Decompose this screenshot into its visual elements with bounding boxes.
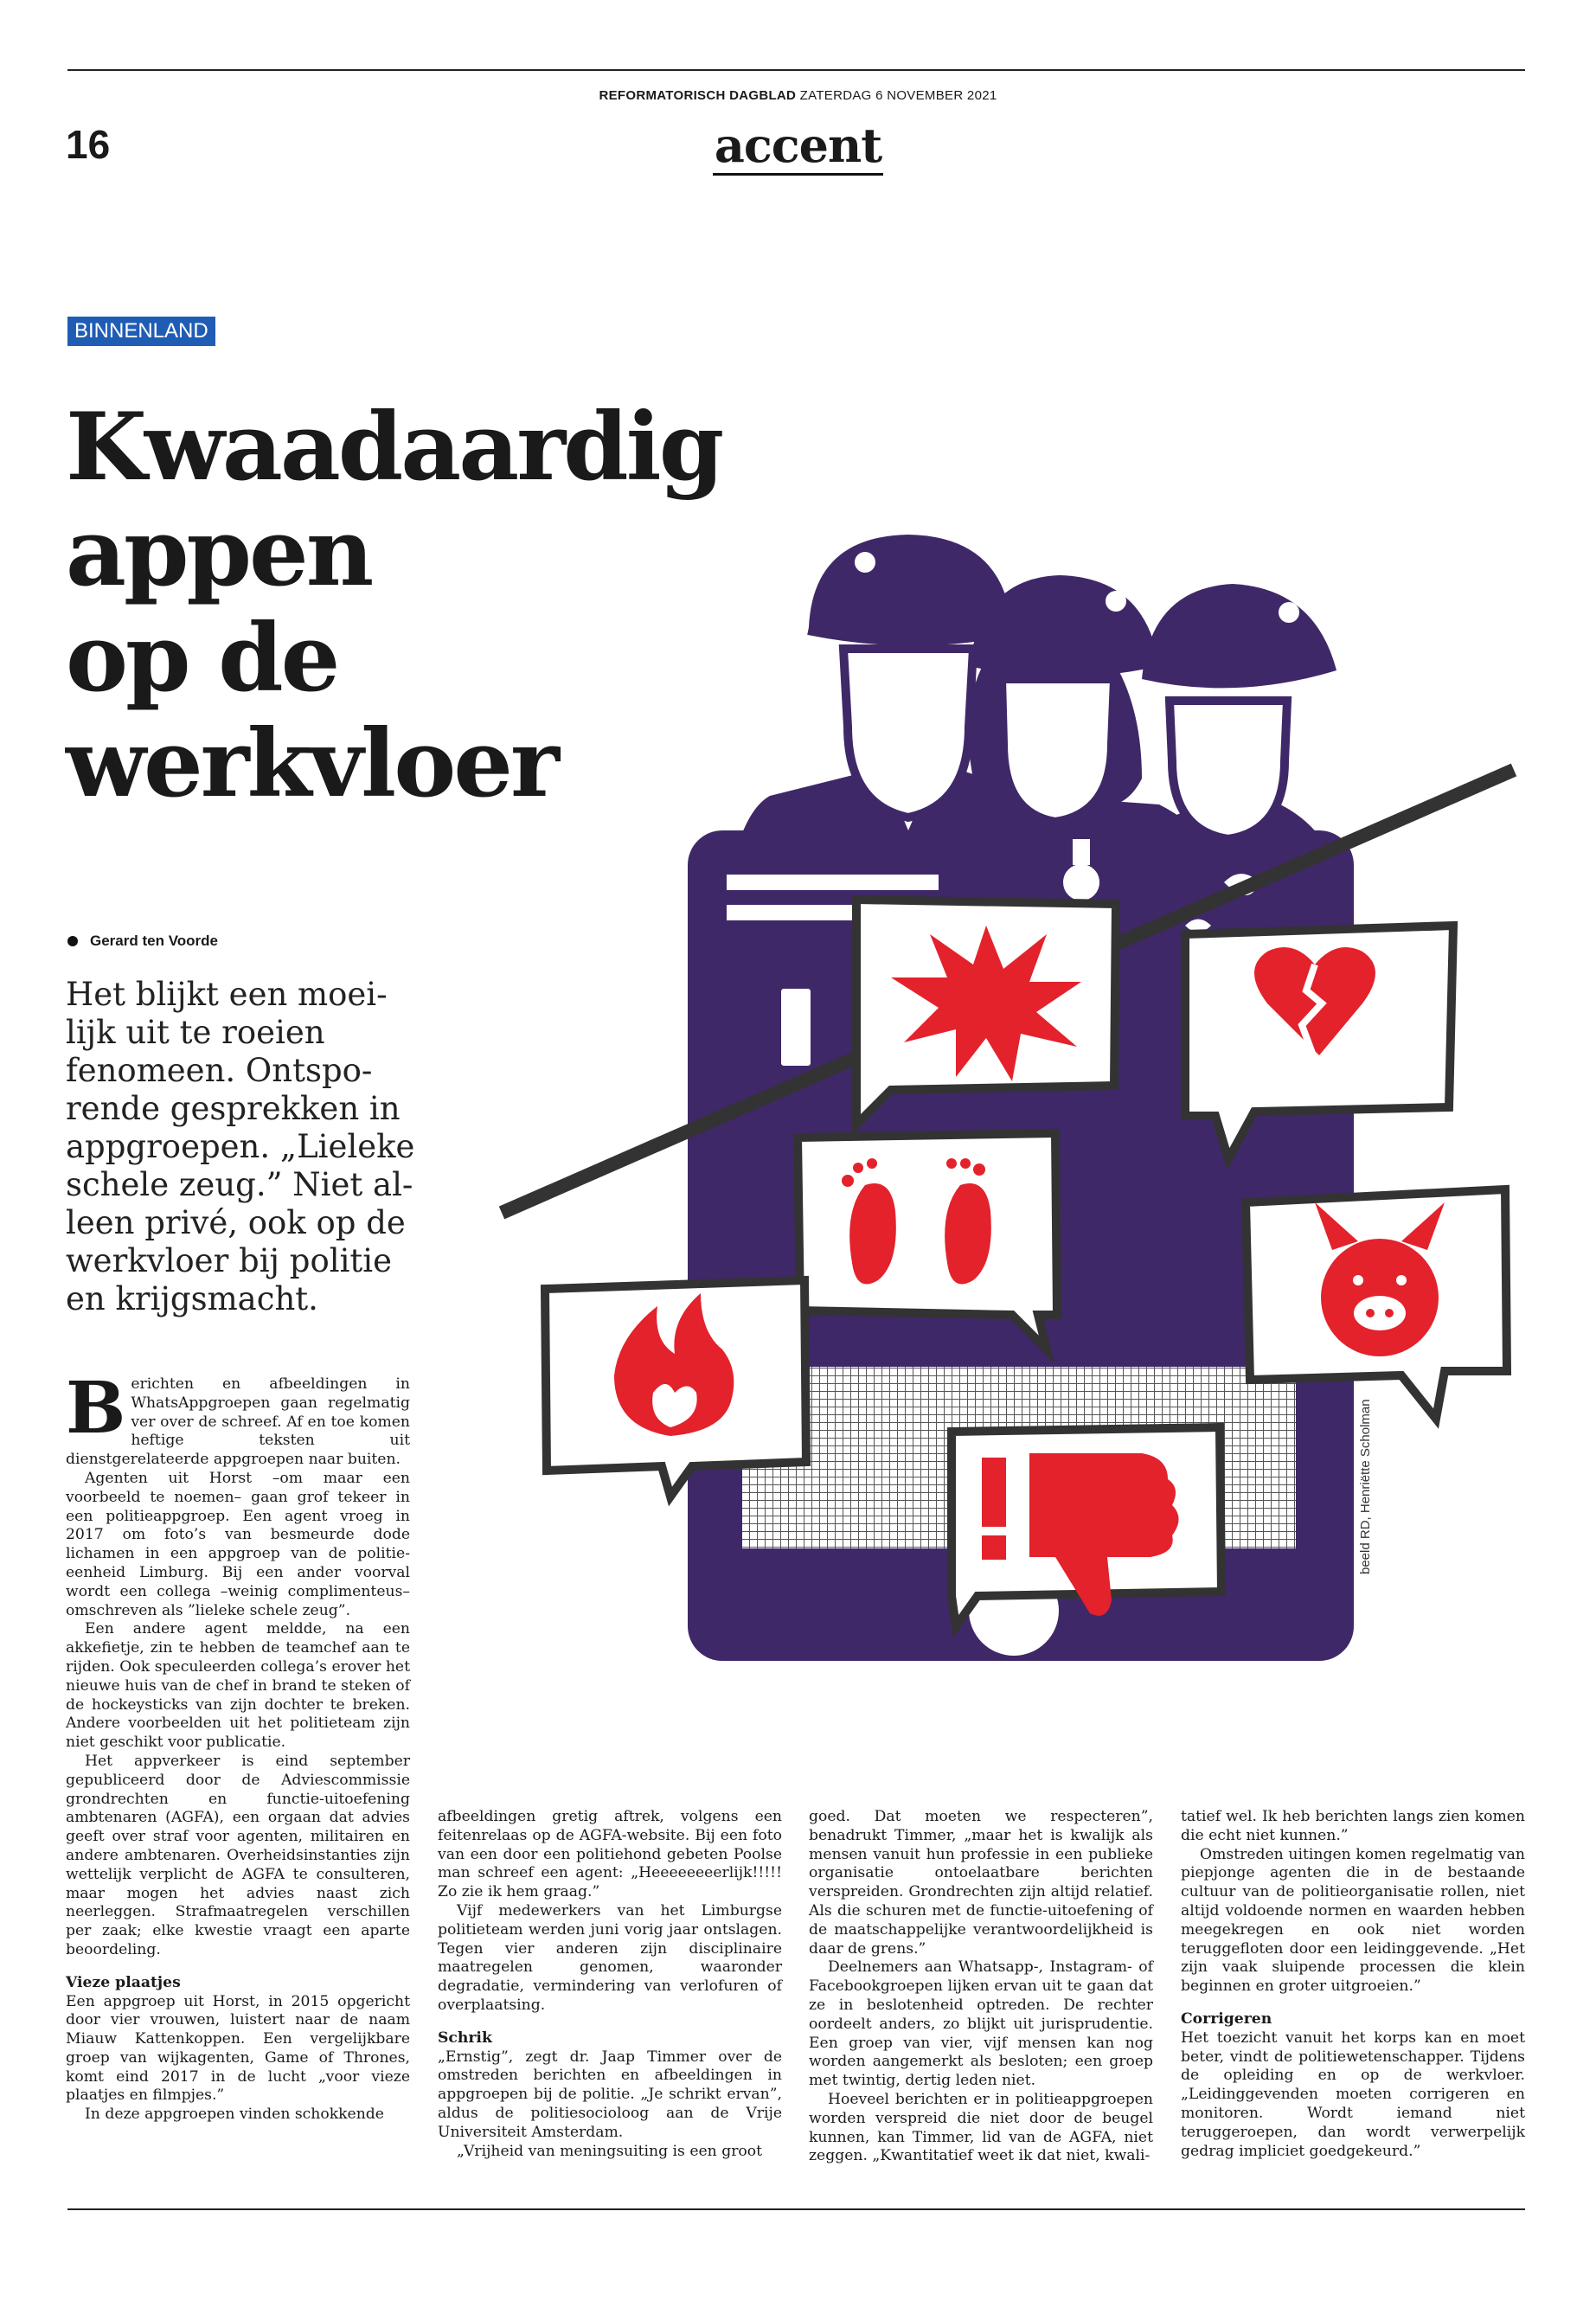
drop-cap: B: [66, 1367, 126, 1450]
paragraph: „Ernstig”, zegt dr. Jaap Timmer over de omstreden berichten en afbeeldingen in appgroepen bij de politie. „Je schrikt ervan”, aldus de politiesocioloog aan de Vrije Universiteit Amsterdam.: [438, 2048, 782, 2141]
paragraph: „Vrijheid van meningsuiting is een groot: [457, 2142, 763, 2160]
intro-line: fenomeen. Ontspo-: [66, 1052, 373, 1089]
intro-line: leen privé, ook op de: [66, 1204, 406, 1241]
article-column-1: [66, 1367, 410, 2125]
intro-line: werkvloer bij politie: [66, 1242, 393, 1279]
headline-line: werkvloer: [66, 709, 557, 818]
subheading: Schrik: [438, 2029, 492, 2047]
headline-line: Kwaadaardig: [66, 393, 722, 502]
masthead-date: ZATERDAG 6 NOVEMBER 2021: [799, 88, 997, 103]
intro-line: appgroepen. „Lieleke: [66, 1128, 415, 1165]
subheading: Vieze plaatjes: [66, 1973, 181, 1991]
headline-line: op de: [66, 604, 338, 713]
paragraph: Omstreden uitingen komen regelmatig van piepjonge agenten die in de bestaande cultuur van de politieorganisatie rollen, niet altijd voldoende normen en waarden hebben meegekregen en ook niet worden teruggefloten door een leidinggevende. „Het zijn vaak sluipende processen die klein beginnen en groter uitgroeien.”: [1181, 1845, 1525, 1996]
paragraph: Een andere agent meldde, na een akkefietje, zin te hebben de teamchef aan te rijden. Ook speculeerden collega’s erover het nieuwe huis van de chef in brand te steken of de hockeysticks van zijn dochter te breken. Andere voorbeelden uit het politieteam zijn niet geschikt voor publicatie.: [66, 1620, 410, 1752]
paragraph: goed. Dat moeten we respecteren”, benadrukt Timmer, „maar het is kwalijk als mensen vanuit hun professie in een publieke organisatie ontoelaatbare berichten verspreiden. Grondrechten zijn altijd relatief. Als die schuren met de functie-uitoefening of de maatschappelijke verantwoordelijkheid is daar de grens.”: [809, 1808, 1153, 1958]
section-title: accent: [0, 118, 1596, 173]
paragraph: In deze appgroepen vinden schokkende: [85, 2106, 384, 2124]
paragraph: Agenten uit Horst –om maar een voorbeeld te noemen– gaan grof tekeer in een politieappgroep. Een agent vroeg in 2017 om foto’s van besmeurde dode lichamen in een appgroep van de politie-eenheid Limburg. Bij een ander voorval wordt een collega –weinig complimenteus– omschreven als ”lieleke schele zeug”.: [66, 1469, 410, 1619]
paragraph: Het toezicht vanuit het korps kan en moet beter, vindt de politiewetenschapper. Tijdens de opleiding en op de werkvloer. „Leidinggevenden moeten corrigeren en monitoren. Wordt iemand niet teruggeroepen, dan wordt verwerpelijk gedrag impliciet goedgekeurd.”: [1181, 2029, 1525, 2160]
headline-line: appen: [66, 498, 372, 607]
paragraph: Een appgroep uit Horst, in 2015 opgericht door vier vrouwen, luistert naar de naam Miauw Kattenkoppen. Een vergelijkbare groep van wijkagenten, Game of Thrones, komt eind 2017 in de lucht „voor vieze plaatjes en filmpjes.”: [66, 1992, 410, 2105]
top-rule: [67, 69, 1525, 71]
illustration: [484, 519, 1531, 1678]
image-credit: beeld RD, Henriëtte Scholman: [1358, 1399, 1373, 1574]
intro-line: rende gesprekken in: [66, 1090, 401, 1127]
paragraph: Het appverkeer is eind september gepubliceerd door de Adviescommissie grondrechten en functie-uitoefening ambtenaren (AGFA), een orgaan dat advies geeft over straf voor agenten, militairen en andere ambtenaren. Overheidsinstanties zijn wettelijk verplicht de AGFA te consulteren, maar mogen het advies naast zich neerleggen. Strafmaatregelen verschillen per zaak; elke kwestie vraagt een aparte beoordeling.: [66, 1752, 410, 1958]
kicker-label: BINNENLAND: [67, 317, 215, 346]
bottom-rule: [67, 2208, 1525, 2210]
intro-line: en krijgsmacht.: [66, 1280, 318, 1317]
paragraph: Vijf medewerkers van het Limburgse politieteam werden juni vorig jaar ontslagen. Tegen vier anderen zijn disciplinaire maatregelen genomen, waaronder degradatie, vermindering van verlofuren of overplaatsing.: [438, 1901, 782, 2014]
fire-bubble-icon: [545, 1280, 806, 1497]
paragraph: tatief wel. Ik heb berichten langs zien komen die echt niet kunnen.”: [1181, 1808, 1525, 1844]
subheading: Corrigeren: [1181, 2009, 1272, 2028]
article-column-2: [438, 1808, 782, 2161]
intro-line: Het blijkt een moei-: [66, 976, 388, 1013]
intro-text: [66, 976, 429, 1318]
article-column-4: [1181, 1808, 1525, 2161]
masthead-paper: REFORMATORISCH DAGBLAD: [599, 88, 797, 103]
article-column-3: [809, 1808, 1153, 2166]
paragraph: Hoeveel berichten er in politieappgroepen worden verspreid die niet door de beugel kunnen, kan Timmer, lid van de AGFA, niet zeggen. „Kwantitatief weet ik dat niet, kwali-: [809, 2090, 1153, 2165]
paragraph: afbeeldingen gretig aftrek, volgens een feitenrelaas op de AGFA-website. Bij een foto van een door een politiehond gebeten Poolse man schreef een agent: „Heeeeeeeerlijk!!!!! Zo zie ik hem graag.”: [438, 1808, 782, 1901]
intro-line: lijk uit te roeien: [66, 1014, 325, 1051]
lead-paragraph: Berichten en afbeeldingen in WhatsAppgroepen gaan regelmatig ver over de schreef. Af en toe komen heftige teksten uit dienstgerelateerde appgroepen naar buiten.: [66, 1367, 410, 1469]
intro-line: schele zeug.” Niet al-: [66, 1166, 413, 1203]
masthead: [0, 88, 1596, 103]
page-number: 16: [66, 122, 111, 167]
author-name: Gerard ten Voorde: [90, 933, 218, 949]
paragraph: Deelnemers aan Whatsapp-, Instagram- of Facebookgroepen lijken ervan uit te gaan dat ze in beslotenheid optreden. De rechter oordeelt anders, zo blijkt uit jurisprudentie. Een groep van vier, vijf mensen kan nog worden aangemerkt als besloten; een groep met twintig, dertig leden niet.: [809, 1958, 1153, 2090]
byline: [67, 933, 218, 950]
bullet-icon: [67, 936, 78, 946]
thumbs-down-bubble-icon: [952, 1427, 1221, 1626]
